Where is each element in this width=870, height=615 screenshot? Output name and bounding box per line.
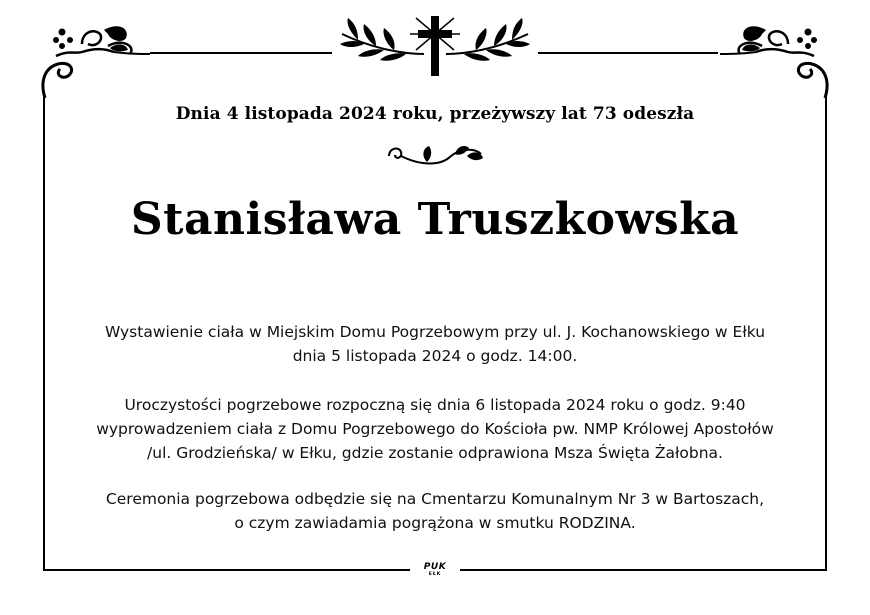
top-rule-left [150, 52, 332, 54]
burial-line-1: Ceremonia pogrzebowa odbędzie się na Cmentarzu Komunalnym Nr 3 w Bartoszach, [105, 490, 765, 508]
death-date-line: Dnia 4 listopada 2024 roku, przeżywszy lat 73 odeszła [175, 104, 695, 124]
deceased-name: Stanisława Truszkowska [130, 194, 740, 245]
frame-right-border [825, 92, 827, 570]
cross-with-laurel-icon [336, 14, 534, 80]
top-rule-right [538, 52, 718, 54]
frame-left-border [43, 92, 45, 570]
burial-paragraph [50, 487, 820, 535]
viewing-line-2: dnia 5 listopada 2024 o godz. 14:00. [292, 347, 578, 365]
floral-flourish-icon [38, 18, 153, 98]
floral-flourish-icon [717, 18, 832, 98]
company-logo-main: PUK [423, 562, 447, 572]
frame-bottom-border-right [460, 569, 827, 571]
ceremony-line-1: Uroczystości pogrzebowe rozpoczną się dnia 6 listopada 2024 roku o godz. 9:40 [124, 396, 746, 414]
company-logo-sub: EŁK [428, 572, 442, 577]
ceremony-paragraph [50, 393, 820, 465]
company-logo [414, 563, 456, 577]
burial-line-2: o czym zawiadamia pogrążona w smutku RODZINA. [234, 514, 636, 532]
frame-bottom-border-left [43, 569, 410, 571]
ceremony-line-3: /ul. Grodzieńska/ w Ełku, gdzie zostanie odprawiona Msza Święta Żałobna. [147, 444, 723, 462]
viewing-line-1: Wystawienie ciała w Miejskim Domu Pogrzebowym przy ul. J. Kochanowskiego w Ełku [104, 323, 766, 341]
ceremony-line-2: wyprowadzeniem ciała z Domu Pogrzebowego do Kościoła pw. NMP Królowej Apostołów [96, 420, 774, 438]
vine-divider-icon [385, 142, 485, 170]
viewing-paragraph [50, 320, 820, 368]
